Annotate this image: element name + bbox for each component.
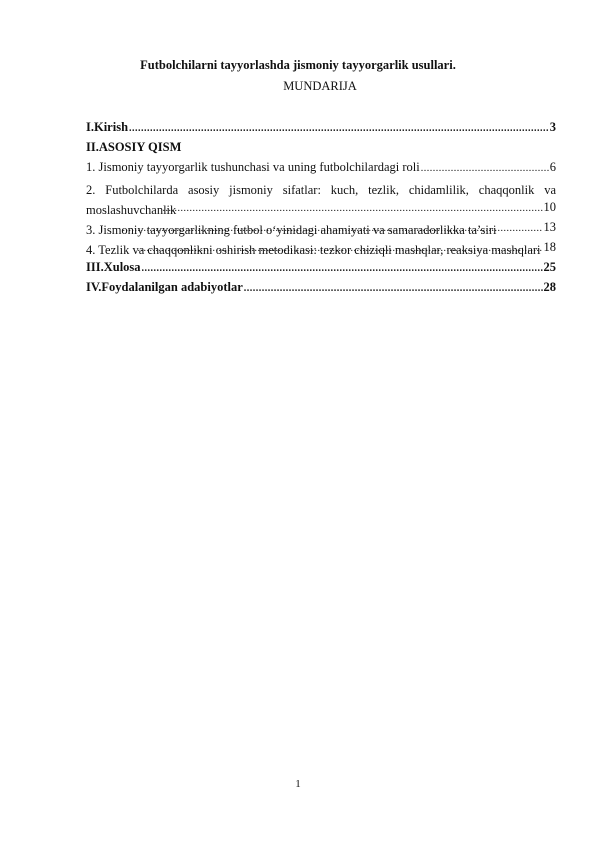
toc-entry-4-label: 4. Tezlik va chaqqonlikni oshirish metodikasi: tezkor chiziqli mashqlar, reaksiya mashqlari	[86, 243, 541, 257]
toc-entry-asosiy-qism[interactable]: II.ASOSIY QISM	[86, 140, 182, 154]
toc-entry-1[interactable]: 1. Jismoniy tayyorgarlik tushunchasi va uning futbolchilardagi roli ..... 6	[86, 160, 556, 180]
toc-entry-4[interactable]: 4. Tezlik va chaqqonlikni oshirish metodikasi: tezkor chiziqli mashqlar, reaksiya mashqlari ..... 18	[86, 240, 556, 260]
toc-entry-3-label: 3. Jismoniy tayyorgarlikning futbol o‘yinidagi ahamiyati va samaradorlikka ta’siri	[86, 223, 497, 237]
toc-entry-2[interactable]: 2. Futbolchilarda asosiy jismoniy sifatlar: kuch, tezlik, chidamlilik, chaqqonlik va moslashuvchanlik ..... 10	[86, 180, 556, 220]
toc-entry-xulosa[interactable]: III.Xulosa ..... 25	[86, 260, 556, 280]
page-title: Futbolchilarni tayyorlashda jismoniy tayyorgarlik usullari.	[140, 58, 456, 72]
page-number: 1	[295, 778, 301, 790]
toc-entry-2-label: 2. Futbolchilarda asosiy jismoniy sifatlar: kuch, tezlik, chidamlilik, chaqqonlik va moslashuvchanlik	[86, 183, 556, 217]
contents-heading: MUNDARIJA	[283, 79, 357, 93]
toc-entry-kirish[interactable]: I.Kirish ..... 3	[86, 120, 556, 140]
toc-entry-adabiyotlar[interactable]: IV.Foydalanilgan adabiyotlar ..... 28	[86, 280, 556, 300]
toc-entry-3[interactable]: 3. Jismoniy tayyorgarlikning futbol o‘yinidagi ahamiyati va samaradorlikka ta’siri ..... 13	[86, 220, 556, 240]
table-of-contents	[86, 120, 556, 300]
